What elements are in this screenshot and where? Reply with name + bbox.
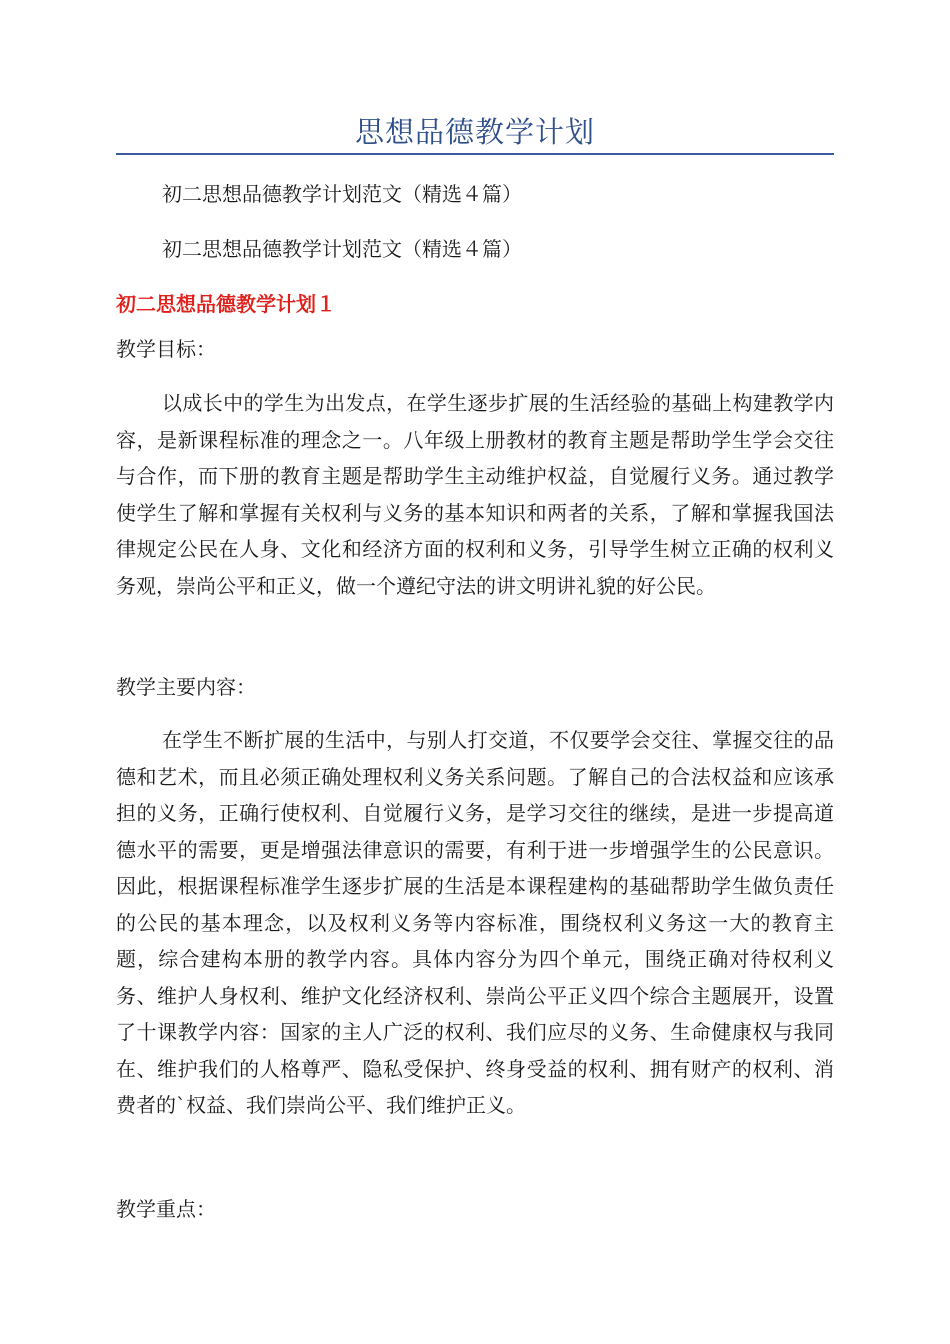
label-teaching-content: 教学主要内容： — [116, 675, 256, 699]
document-title: 思想品德教学计划 — [354, 115, 595, 149]
section-heading: 初二思想品德教学计划１ — [116, 292, 336, 316]
label-teaching-focus: 教学重点： — [116, 1197, 216, 1221]
paragraph-teaching-goals: 以成长中的学生为出发点，在学生逐步扩展的生活经验的基础上构建教学内容，是新课程标准的理念之一。八年级上册教材的教育主题是帮助学生学会交往与合作，而下册的教育主题是帮助学生主动维护权益，自觉履行义务。通过教学使学生了解和掌握有关权利与义务的基本知识和两者的关系，了解和掌握我国法律规定公民在人身、文化和经济方面的权利和义务，引导学生树立正确的权利义务观，崇尚公平和正义，做一个遵纪守法的讲文明讲礼貌的好公民。 — [116, 391, 834, 598]
title-underline — [116, 153, 834, 155]
paragraph-teaching-content: 在学生不断扩展的生活中，与别人打交道，不仅要学会交往、掌握交往的品德和艺术，而且必须正确处理权利义务关系问题。了解自己的合法权益和应该承担的义务，正确行使权利、自觉履行义务，是学习交往的继续，是进一步提高道德水平的需要，更是增强法律意识的需要，有利于进一步增强学生的公民意识。因此，根据课程标准学生逐步扩展的生活是本课程建构的基础帮助学生做负责任的公民的基本理念，以及权利义务等内容标准，围绕权利义务这一大的教育主题，综合建构本册的教学内容。具体内容分为四个单元，围绕正确对待权利义务、维护人身权利、维护文化经济权利、崇尚公平正义四个综合主题展开，设置了十课教学内容：国家的主人广泛的权利、我们应尽的义务、生命健康权与我同在、维护我们的人格尊严、隐私受保护、终身受益的权利、拥有财产的权利、消费者的`权益、我们崇尚公平、我们维护正义。 — [116, 728, 834, 1117]
label-teaching-goals: 教学目标： — [116, 337, 216, 361]
subtitle-line-1: 初二思想品德教学计划范文（精选４篇） — [162, 182, 522, 206]
subtitle-line-2: 初二思想品德教学计划范文（精选４篇） — [162, 237, 522, 261]
